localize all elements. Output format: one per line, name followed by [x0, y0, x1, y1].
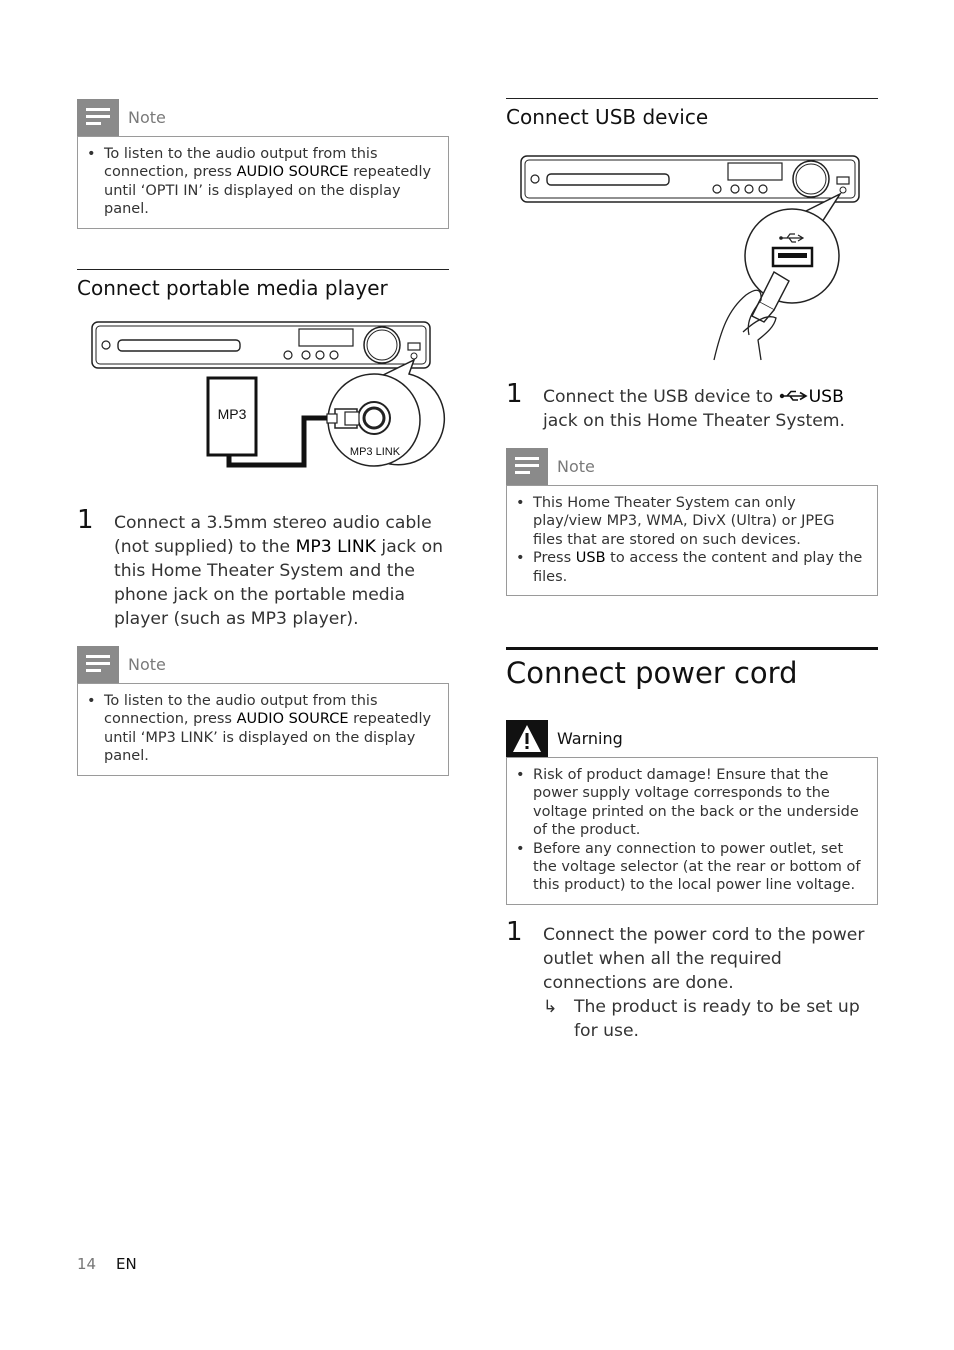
mp3-connection-illustration: [77, 318, 449, 483]
jack-name: MP3 LINK: [295, 537, 376, 557]
section-title-usb: Connect USB device: [506, 98, 878, 129]
step-number: 1: [506, 379, 523, 409]
note-label: Note: [128, 655, 166, 674]
note-header: [77, 99, 449, 136]
page-number: 14: [77, 1255, 97, 1273]
step-text: Connect the power cord to the power outlet when all the required connections are done.: [543, 925, 865, 993]
note-box: [77, 136, 449, 229]
note-header: [77, 646, 449, 683]
result-arrow-icon: ↳: [543, 997, 558, 1017]
usb-icon: [779, 389, 809, 403]
warning-icon: [506, 720, 548, 757]
note-block-2: [77, 646, 449, 776]
step-number: 1: [506, 917, 523, 947]
note-block-usb: [506, 448, 878, 596]
warning-item: • Before any connection to power outlet, set the voltage selector (at the rear or bottom of this product) to the local power line voltage.: [533, 840, 867, 895]
note-label: Note: [128, 108, 166, 127]
usb-connection-illustration: [506, 150, 878, 365]
step-text: Connect the USB device to USB jack on this Home Theater System.: [543, 387, 845, 431]
warning-box: [506, 757, 878, 905]
note-icon: [77, 646, 119, 683]
warning-header: [506, 720, 878, 757]
note-icon: [506, 448, 548, 485]
button-name: USB: [575, 550, 606, 567]
note-item: • Press USB to access the content and play the files.: [533, 549, 867, 586]
note-box: [77, 683, 449, 776]
note-label: Note: [557, 457, 595, 476]
note-icon: [77, 99, 119, 136]
step-number: 1: [77, 505, 94, 535]
warning-label: Warning: [557, 729, 623, 748]
warning-block: [506, 720, 878, 905]
step-text: Connect a 3.5mm stereo audio cable (not supplied) to the MP3 LINK jack on this Home Theater System and the phone jack on the portable media player (such as MP3 player).: [114, 513, 443, 629]
mp3-player-label: MP3: [217, 406, 247, 422]
note-item: • To listen to the audio output from this connection, press AUDIO SOURCE repeatedly until ‘OPTI IN’ is displayed on the display panel.: [104, 145, 438, 219]
button-name: AUDIO SOURCE: [236, 164, 349, 181]
warning-item: • Risk of product damage! Ensure that the power supply voltage corresponds to the voltage printed on the back or the underside of the product.: [533, 766, 867, 840]
step-result: The product is ready to be set up for use.: [574, 997, 860, 1041]
button-name: AUDIO SOURCE: [236, 711, 349, 728]
section-title-power-cord: Connect power cord: [506, 647, 878, 690]
note-header: [506, 448, 878, 485]
jack-name: USB: [808, 387, 844, 407]
language-code: EN: [116, 1255, 137, 1273]
note-item: • This Home Theater System can only play/view MP3, WMA, DivX (Ultra) or JPEG files that are stored on such devices.: [533, 494, 867, 549]
note-box: [506, 485, 878, 596]
note-item: • To listen to the audio output from this connection, press AUDIO SOURCE repeatedly until ‘MP3 LINK’ is displayed on the display panel.: [104, 692, 438, 766]
section-title-portable-media: Connect portable media player: [77, 269, 449, 300]
note-block-1: [77, 99, 449, 229]
mp3-link-jack-label: MP3 LINK: [349, 446, 401, 458]
